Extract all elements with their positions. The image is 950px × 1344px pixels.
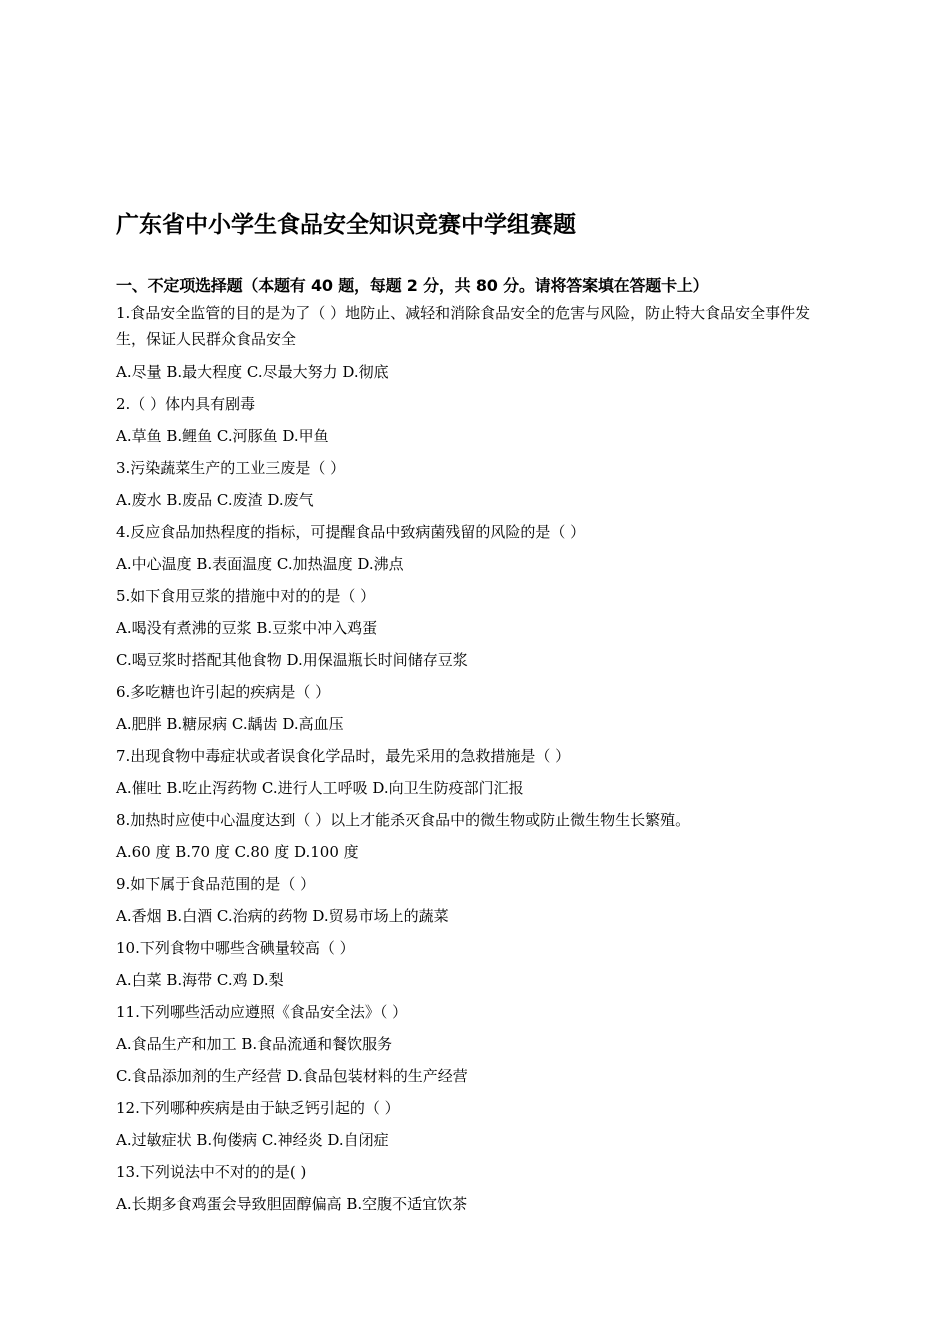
options-12: A.过敏症状 B.佝偻病 C.神经炎 D.自闭症: [116, 1131, 389, 1149]
question-10: 10.下列食物中哪些含碘量较高（ ）: [116, 939, 355, 957]
question-9: 9.如下属于食品范围的是（ ）: [116, 875, 316, 893]
question-5: 5.如下食用豆浆的措施中对的的是（ ）: [116, 587, 376, 605]
options-10: A.白菜 B.海带 C.鸡 D.梨: [116, 971, 284, 989]
options-11a: A.食品生产和加工 B.食品流通和餐饮服务: [116, 1035, 393, 1053]
options-13: A.长期多食鸡蛋会导致胆固醇偏高 B.空腹不适宜饮茶: [116, 1195, 468, 1213]
options-7: A.催吐 B.吃止泻药物 C.进行人工呼吸 D.向卫生防疫部门汇报: [116, 779, 524, 797]
question-2: 2.（ ）体内具有剧毒: [116, 395, 256, 413]
question-6: 6.多吃糖也许引起的疾病是（ ）: [116, 683, 331, 701]
document-page: [116, 208, 836, 1220]
question-3: 3.污染蔬菜生产的工业三废是（ ）: [116, 459, 346, 477]
question-1: 1.食品安全监管的目的是为了（ ）地防止、减轻和消除食品安全的危害与风险，防止特大食品安全事件发生，保证人民群众食品安全: [116, 304, 811, 348]
question-4: 4.反应食品加热程度的指标，可提醒食品中致病菌残留的风险的是（ ）: [116, 523, 586, 541]
question-12: 12.下列哪种疾病是由于缺乏钙引起的（ ）: [116, 1099, 400, 1117]
options-6: A.肥胖 B.糖尿病 C.龋齿 D.高血压: [116, 715, 344, 733]
question-11: 11.下列哪些活动应遵照《食品安全法》（ ）: [116, 1003, 408, 1021]
document-title: 广东省中小学生食品安全知识竞赛中学组赛题: [116, 212, 576, 238]
options-1: A.尽量 B.最大程度 C.尽最大努力 D.彻底: [116, 363, 389, 381]
options-9: A.香烟 B.白酒 C.治病的药物 D.贸易市场上的蔬菜: [116, 907, 449, 925]
question-7: 7.出现食物中毒症状或者误食化学品时，最先采用的急救措施是（ ）: [116, 747, 571, 765]
question-13: 13.下列说法中不对的的是( ): [116, 1163, 307, 1181]
question-8: 8.加热时应使中心温度达到（ ）以上才能杀灭食品中的微生物或防止微生物生长繁殖。: [116, 811, 691, 829]
options-3: A.废水 B.废品 C.废渣 D.废气: [116, 491, 314, 509]
options-2: A.草鱼 B.鲤鱼 C.河豚鱼 D.甲鱼: [116, 427, 329, 445]
options-5b: C.喝豆浆时搭配其他食物 D.用保温瓶长时间储存豆浆: [116, 651, 468, 669]
options-5a: A.喝没有煮沸的豆浆 B.豆浆中冲入鸡蛋: [116, 619, 378, 637]
section-heading: 一、不定项选择题（本题有 40 题，每题 2 分，共 80 分。请将答案填在答题卡上）: [116, 276, 709, 295]
options-8: A.60 度 B.70 度 C.80 度 D.100 度: [116, 843, 359, 861]
options-11b: C.食品添加剂的生产经营 D.食品包装材料的生产经营: [116, 1067, 468, 1085]
options-4: A.中心温度 B.表面温度 C.加热温度 D.沸点: [116, 555, 404, 573]
